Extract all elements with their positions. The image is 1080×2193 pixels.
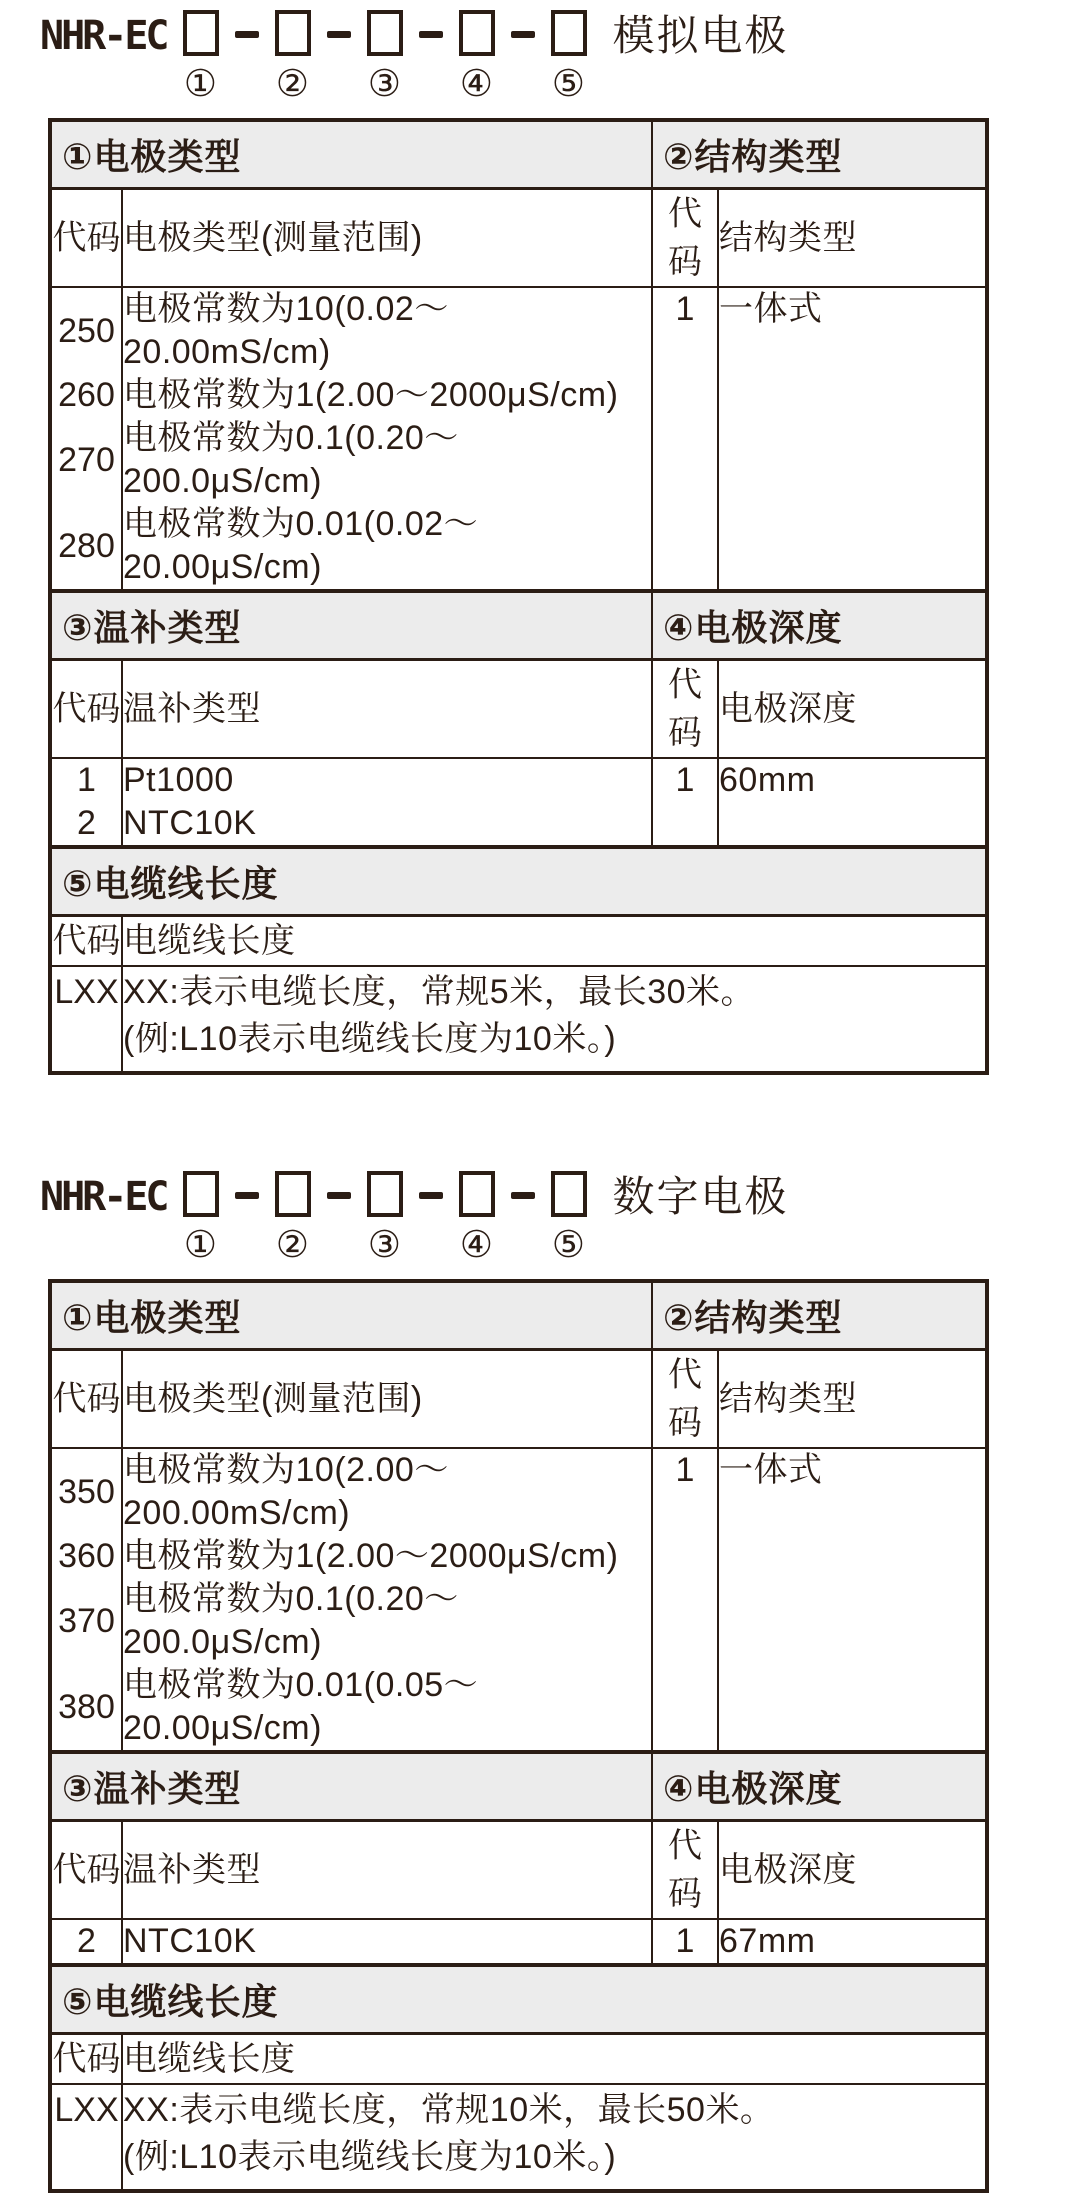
position-number-3: ③ bbox=[367, 63, 402, 104]
table-row bbox=[50, 189, 987, 288]
electrode-code: 370 bbox=[50, 1578, 122, 1664]
code-column-header: 代码 bbox=[652, 189, 718, 288]
position-number-4: ④ bbox=[459, 63, 494, 104]
cable-desc bbox=[122, 2084, 987, 2191]
code-column-header: 代码 bbox=[50, 660, 122, 759]
position-number-1: ① bbox=[183, 1224, 218, 1265]
position-number-2: ② bbox=[275, 63, 310, 104]
model-code-box bbox=[459, 10, 495, 56]
cable-length-title: ⑤电缆线长度 bbox=[50, 847, 987, 916]
model-slot-3 bbox=[363, 10, 407, 104]
digital-electrode-section bbox=[0, 1171, 1080, 2193]
electrode-code: 260 bbox=[50, 374, 122, 417]
depth-code: 1 bbox=[652, 758, 718, 847]
cable-desc-line2: (例:L10表示电缆线长度为10米。) bbox=[123, 1020, 617, 1058]
code-column-header: 代码 bbox=[50, 1350, 122, 1449]
electrode-desc: 电极常数为0.01(0.05～20.00μS/cm) bbox=[122, 1664, 652, 1752]
depth-desc: 67mm bbox=[718, 1919, 987, 1965]
depth-column-header: 电极深度 bbox=[718, 1821, 987, 1920]
code-column-header: 代码 bbox=[50, 1821, 122, 1920]
electrode-desc: 电极常数为10(0.02～20.00mS/cm) bbox=[122, 287, 652, 374]
dash-separator bbox=[235, 1192, 259, 1199]
model-code-box bbox=[367, 10, 403, 56]
table-row bbox=[50, 1965, 987, 2034]
code-column-header: 代码 bbox=[652, 1821, 718, 1920]
dash-separator bbox=[419, 31, 443, 38]
code-column-header: 代码 bbox=[652, 660, 718, 759]
model-code-box bbox=[367, 1171, 403, 1217]
temp-comp-code: 2 bbox=[50, 802, 122, 847]
structure-type-title: ②结构类型 bbox=[652, 120, 987, 189]
cable-code: LXX bbox=[50, 966, 122, 1073]
code-column-header: 代码 bbox=[652, 1350, 718, 1449]
temp-comp-column-header: 温补类型 bbox=[122, 1821, 652, 1920]
electrode-code: 280 bbox=[50, 503, 122, 591]
analog-spec-table bbox=[48, 118, 989, 1075]
table-row bbox=[50, 916, 987, 967]
position-number-1: ① bbox=[183, 63, 218, 104]
structure-type-title: ②结构类型 bbox=[652, 1281, 987, 1350]
model-code-box bbox=[275, 10, 311, 56]
electrode-desc: 电极常数为0.01(0.02～20.00μS/cm) bbox=[122, 503, 652, 591]
depth-column-header: 电极深度 bbox=[718, 660, 987, 759]
model-slot-1 bbox=[179, 10, 223, 104]
position-number-3: ③ bbox=[367, 1224, 402, 1265]
dash-separator bbox=[327, 1192, 351, 1199]
position-number-5: ⑤ bbox=[551, 1224, 586, 1265]
temp-comp-desc: NTC10K bbox=[122, 1919, 652, 1965]
model-code-box bbox=[551, 10, 587, 56]
table-row bbox=[50, 2034, 987, 2085]
structure-desc: 一体式 bbox=[718, 1448, 987, 1752]
structure-desc: 一体式 bbox=[718, 287, 987, 591]
model-code-line bbox=[40, 10, 1080, 104]
cable-desc bbox=[122, 966, 987, 1073]
cable-length-title: ⑤电缆线长度 bbox=[50, 1965, 987, 2034]
electrode-desc: 电极常数为0.1(0.20～200.0μS/cm) bbox=[122, 1578, 652, 1664]
model-suffix: 数字电极 bbox=[612, 1173, 789, 1220]
table-row bbox=[50, 120, 987, 189]
model-slot-5 bbox=[547, 1171, 591, 1265]
table-row bbox=[50, 1448, 987, 1535]
model-prefix: NHR-EC bbox=[40, 1174, 167, 1220]
model-suffix: 模拟电极 bbox=[612, 12, 789, 59]
table-row bbox=[50, 1919, 987, 1965]
table-row bbox=[50, 1821, 987, 1920]
model-slot-5 bbox=[547, 10, 591, 104]
temp-comp-desc: Pt1000 bbox=[122, 758, 652, 802]
structure-code: 1 bbox=[652, 1448, 718, 1752]
temp-comp-desc: NTC10K bbox=[122, 802, 652, 847]
model-slot-2 bbox=[271, 10, 315, 104]
code-column-header: 代码 bbox=[50, 2034, 122, 2085]
table-row bbox=[50, 2084, 987, 2191]
temp-comp-code: 1 bbox=[50, 758, 122, 802]
table-row bbox=[50, 1350, 987, 1449]
analog-electrode-section bbox=[0, 0, 1080, 1075]
model-code-line bbox=[40, 1171, 1080, 1265]
temp-comp-code: 2 bbox=[50, 1919, 122, 1965]
model-slot-4 bbox=[455, 1171, 499, 1265]
cable-desc-line1: XX:表示电缆长度，常规5米，最长30米。 bbox=[123, 973, 756, 1011]
depth-title: ④电极深度 bbox=[652, 1752, 987, 1821]
depth-code: 1 bbox=[652, 1919, 718, 1965]
electrode-code: 270 bbox=[50, 417, 122, 503]
structure-type-column-header: 结构类型 bbox=[718, 1350, 987, 1449]
temp-comp-column-header: 温补类型 bbox=[122, 660, 652, 759]
table-row bbox=[50, 847, 987, 916]
electrode-code: 380 bbox=[50, 1664, 122, 1752]
dash-separator bbox=[511, 1192, 535, 1199]
structure-type-column-header: 结构类型 bbox=[718, 189, 987, 288]
temp-comp-title: ③温补类型 bbox=[50, 1752, 652, 1821]
model-code-box bbox=[551, 1171, 587, 1217]
position-number-2: ② bbox=[275, 1224, 310, 1265]
electrode-type-column-header: 电极类型(测量范围) bbox=[122, 1350, 652, 1449]
model-code-box bbox=[275, 1171, 311, 1217]
electrode-type-column-header: 电极类型(测量范围) bbox=[122, 189, 652, 288]
table-row bbox=[50, 758, 987, 802]
model-slot-2 bbox=[271, 1171, 315, 1265]
electrode-desc: 电极常数为1(2.00～2000μS/cm) bbox=[122, 1535, 652, 1578]
electrode-code: 250 bbox=[50, 287, 122, 374]
position-number-5: ⑤ bbox=[551, 63, 586, 104]
cable-code: LXX bbox=[50, 2084, 122, 2191]
table-row bbox=[50, 966, 987, 1073]
structure-code: 1 bbox=[652, 287, 718, 591]
dash-separator bbox=[511, 31, 535, 38]
code-column-header: 代码 bbox=[50, 916, 122, 967]
model-slot-3 bbox=[363, 1171, 407, 1265]
depth-desc: 60mm bbox=[718, 758, 987, 847]
model-code-box bbox=[459, 1171, 495, 1217]
cable-desc-line2: (例:L10表示电缆线长度为10米。) bbox=[123, 2138, 617, 2176]
dash-separator bbox=[235, 31, 259, 38]
electrode-type-title: ①电极类型 bbox=[50, 120, 652, 189]
model-code-box bbox=[183, 10, 219, 56]
code-column-header: 代码 bbox=[50, 189, 122, 288]
digital-spec-table bbox=[48, 1279, 989, 2193]
model-slot-4 bbox=[455, 10, 499, 104]
model-code-box bbox=[183, 1171, 219, 1217]
table-row bbox=[50, 591, 987, 660]
dash-separator bbox=[327, 31, 351, 38]
electrode-desc: 电极常数为10(2.00～200.00mS/cm) bbox=[122, 1448, 652, 1535]
position-number-4: ④ bbox=[459, 1224, 494, 1265]
table-row bbox=[50, 1281, 987, 1350]
table-row bbox=[50, 287, 987, 374]
depth-title: ④电极深度 bbox=[652, 591, 987, 660]
cable-desc-line1: XX:表示电缆长度，常规10米，最长50米。 bbox=[123, 2091, 775, 2129]
cable-length-column-header: 电缆线长度 bbox=[122, 2034, 987, 2085]
table-row bbox=[50, 1752, 987, 1821]
electrode-type-title: ①电极类型 bbox=[50, 1281, 652, 1350]
table-row bbox=[50, 660, 987, 759]
temp-comp-title: ③温补类型 bbox=[50, 591, 652, 660]
model-slot-1 bbox=[179, 1171, 223, 1265]
model-prefix: NHR-EC bbox=[40, 13, 167, 59]
electrode-code: 350 bbox=[50, 1448, 122, 1535]
electrode-code: 360 bbox=[50, 1535, 122, 1578]
dash-separator bbox=[419, 1192, 443, 1199]
electrode-desc: 电极常数为0.1(0.20～200.0μS/cm) bbox=[122, 417, 652, 503]
cable-length-column-header: 电缆线长度 bbox=[122, 916, 987, 967]
electrode-desc: 电极常数为1(2.00～2000μS/cm) bbox=[122, 374, 652, 417]
